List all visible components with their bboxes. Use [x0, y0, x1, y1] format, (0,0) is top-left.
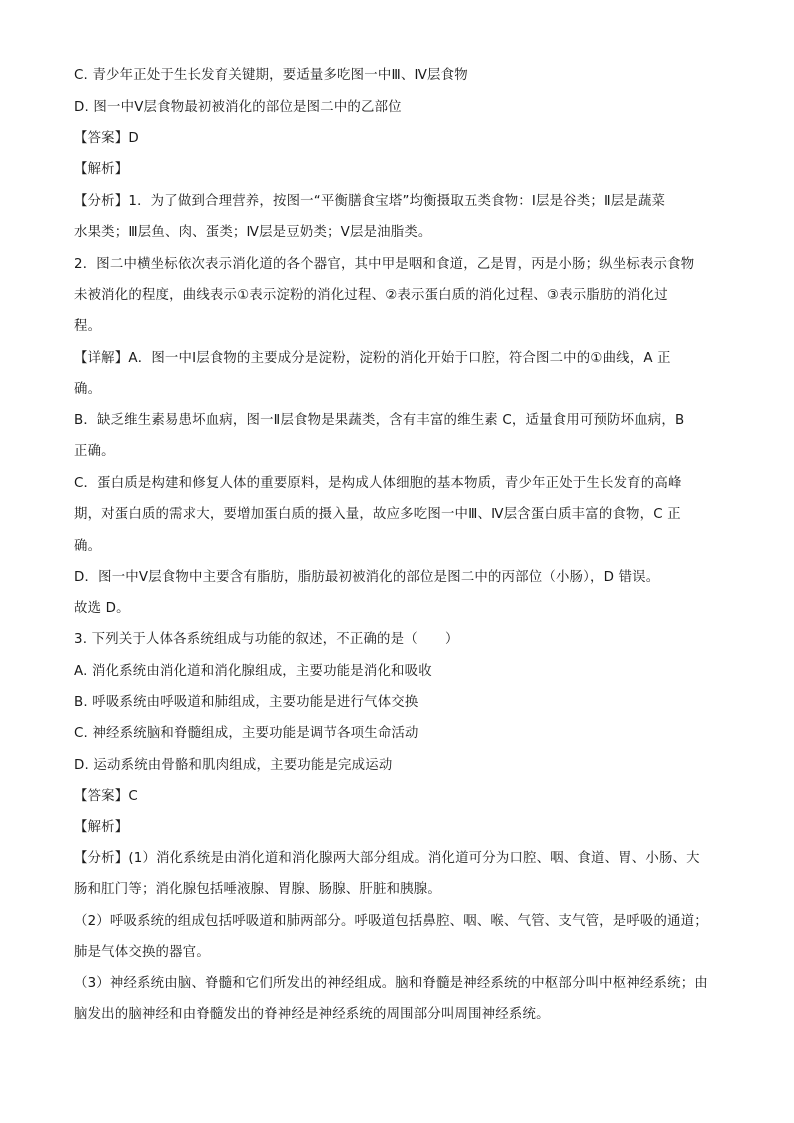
- detail-paragraph-line: B．缺乏维生素易患坏血病，图一Ⅱ层食物是果蔬类，含有丰富的维生素 C，适量食用可预防坏血病，B: [74, 413, 685, 428]
- analysis-paragraph-line: 肠和肛门等；消化腺包括唾液腺、胃腺、肠腺、肝脏和胰腺。: [74, 882, 441, 897]
- detail-paragraph-line: C．蛋白质是构建和修复人体的重要原料，是构成人体细胞的基本物质，青少年正处于生长发育的高峰: [74, 476, 682, 491]
- detail-paragraph-line: D．图一中Ⅴ层食物中主要含有脂肪，脂肪最初被消化的部位是图二中的丙部位（小肠），D 错误。: [74, 570, 660, 585]
- analysis-paragraph-line: 程。: [74, 319, 102, 334]
- detail-paragraph-line: 期，对蛋白质的需求大，要增加蛋白质的摄入量，故应多吃图一中Ⅲ、Ⅳ层含蛋白质丰富的食物，C 正: [74, 507, 681, 522]
- option-c-line: C. 青少年正处于生长发育关键期，要适量多吃图一中Ⅲ、Ⅳ层食物: [74, 68, 468, 83]
- option-d-line: D. 图一中Ⅴ层食物最初被消化的部位是图二中的乙部位: [74, 100, 402, 115]
- analysis-paragraph-line: 水果类；Ⅲ层鱼、肉、蛋类；Ⅳ层是豆奶类；Ⅴ层是油脂类。: [74, 225, 432, 240]
- analysis-paragraph-line: （2）呼吸系统的组成包括呼吸道和肺两部分。呼吸道包括鼻腔、咽、喉、气管、支气管，是呼吸的通道；: [74, 914, 708, 929]
- analysis-paragraph-line: 【分析】(1）消化系统是由消化道和消化腺两大部分组成。消化道可分为口腔、咽、食道、胃、小肠、大: [74, 851, 700, 866]
- detail-paragraph-line: 【详解】A．图一中Ⅰ层食物的主要成分是淀粉，淀粉的消化开始于口腔，符合图二中的①曲线，A 正: [74, 351, 671, 366]
- detail-paragraph-line: 确。: [74, 382, 102, 397]
- detail-paragraph-line: 正确。: [74, 444, 115, 459]
- analysis-paragraph-line: （3）神经系统由脑、脊髓和它们所发出的神经组成。脑和脊髓是神经系统的中枢部分叫中枢神经系统；由: [74, 976, 708, 991]
- answer-label: 【答案】C: [74, 789, 138, 804]
- question-3-option-b: B. 呼吸系统由呼吸道和肺组成，主要功能是进行气体交换: [74, 695, 419, 710]
- analysis-paragraph-line: 【分析】1．为了做到合理营养，按图一“平衡膳食宝塔”均衡摄取五类食物：Ⅰ层是谷类；Ⅱ层是蔬菜: [74, 194, 666, 209]
- question-3-stem: 3. 下列关于人体各系统组成与功能的叙述，不正确的是（ ）: [74, 632, 459, 647]
- choice-line: 故选 D。: [74, 601, 130, 616]
- analysis-paragraph-line: 肺是气体交换的器官。: [74, 945, 210, 960]
- question-3-option-d: D. 运动系统由骨骼和肌肉组成，主要功能是完成运动: [74, 758, 393, 773]
- question-3-option-a: A. 消化系统由消化道和消化腺组成，主要功能是消化和吸收: [74, 664, 432, 679]
- analysis-paragraph-line: 2．图二中横坐标依次表示消化道的各个器官，其中甲是咽和食道，乙是胃，丙是小肠；纵坐标表示食物: [74, 257, 695, 272]
- answer-label: 【答案】D: [74, 131, 139, 146]
- question-3-option-c: C. 神经系统脑和脊髓组成，主要功能是调节各项生命活动: [74, 726, 419, 741]
- analysis-heading: 【解析】: [74, 820, 129, 835]
- detail-paragraph-line: 确。: [74, 539, 102, 554]
- analysis-heading: 【解析】: [74, 162, 129, 177]
- analysis-paragraph-line: 脑发出的脑神经和由脊髓发出的脊神经是神经系统的周围部分叫周围神经系统。: [74, 1007, 550, 1022]
- analysis-paragraph-line: 未被消化的程度，曲线表示①表示淀粉的消化过程、②表示蛋白质的消化过程、③表示脂肪的消化过: [74, 288, 668, 303]
